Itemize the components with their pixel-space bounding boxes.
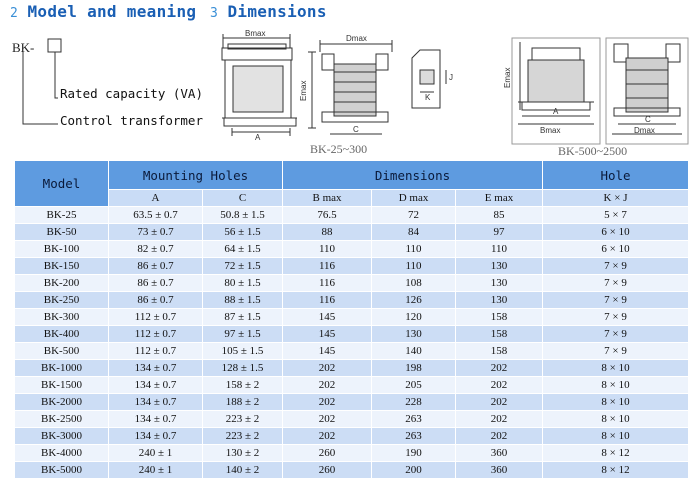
cell-model: BK-200 — [15, 275, 109, 292]
section-title: Model and meaning — [27, 2, 197, 21]
table-row — [15, 343, 689, 360]
table-row — [15, 462, 689, 479]
cell-a: 134 ± 0.7 — [109, 360, 203, 377]
table-row — [15, 207, 689, 224]
side-view-drawing — [308, 40, 392, 134]
cell-model: BK-100 — [15, 241, 109, 258]
cell-k-j: 7 × 9 — [543, 343, 689, 360]
rated-capacity-label: Rated capacity (VA) — [60, 86, 203, 101]
cell-model: BK-2500 — [15, 411, 109, 428]
cell-c: 130 ± 2 — [203, 445, 283, 462]
cell-c: 87 ± 1.5 — [203, 309, 283, 326]
cell-k-j: 8 × 10 — [543, 360, 689, 377]
cell-model: BK-150 — [15, 258, 109, 275]
cell-a: 240 ± 1 — [109, 445, 203, 462]
cell-b-max: 88 — [283, 224, 372, 241]
cell-d-max: 130 — [372, 326, 456, 343]
rated-leader — [55, 52, 58, 98]
cell-b-max: 202 — [283, 428, 372, 445]
cell-a: 134 ± 0.7 — [109, 428, 203, 445]
model-code: BK- — [12, 40, 35, 55]
cell-k-j: 7 × 9 — [543, 309, 689, 326]
cell-b-max: 260 — [283, 462, 372, 479]
cell-a: 73 ± 0.7 — [109, 224, 203, 241]
cell-d-max: 110 — [372, 258, 456, 275]
cell-k-j: 7 × 9 — [543, 292, 689, 309]
cell-a: 112 ± 0.7 — [109, 343, 203, 360]
cell-b-max: 260 — [283, 445, 372, 462]
cell-d-max: 190 — [372, 445, 456, 462]
table-row — [15, 445, 689, 462]
cell-a: 134 ± 0.7 — [109, 394, 203, 411]
cell-d-max: 110 — [372, 241, 456, 258]
cell-a: 86 ± 0.7 — [109, 292, 203, 309]
dmax-label: Dmax — [346, 34, 367, 43]
control-transformer-label: Control transformer — [60, 113, 203, 128]
cell-b-max: 202 — [283, 411, 372, 428]
c-label-large: C — [645, 115, 651, 124]
col-c: C — [203, 190, 283, 207]
cell-b-max: 76.5 — [283, 207, 372, 224]
cell-c: 105 ± 1.5 — [203, 343, 283, 360]
cell-k-j: 8 × 12 — [543, 462, 689, 479]
cell-e-max: 110 — [456, 241, 543, 258]
col-group-dimensions: Dimensions — [283, 161, 543, 190]
section-number: 2 — [10, 6, 18, 21]
cell-d-max: 140 — [372, 343, 456, 360]
cell-a: 86 ± 0.7 — [109, 258, 203, 275]
cell-e-max: 202 — [456, 411, 543, 428]
cell-k-j: 8 × 10 — [543, 428, 689, 445]
cell-k-j: 8 × 12 — [543, 445, 689, 462]
cell-e-max: 130 — [456, 275, 543, 292]
emax-label: Emax — [299, 80, 308, 101]
cell-b-max: 145 — [283, 343, 372, 360]
cell-d-max: 198 — [372, 360, 456, 377]
cell-b-max: 116 — [283, 292, 372, 309]
cell-b-max: 145 — [283, 309, 372, 326]
cell-d-max: 108 — [372, 275, 456, 292]
cell-c: 50.8 ± 1.5 — [203, 207, 283, 224]
table-subheader-row — [15, 190, 689, 207]
cell-c: 88 ± 1.5 — [203, 292, 283, 309]
cell-c: 140 ± 2 — [203, 462, 283, 479]
cell-c: 158 ± 2 — [203, 377, 283, 394]
cell-c: 56 ± 1.5 — [203, 224, 283, 241]
a-label: A — [255, 133, 261, 142]
table-row — [15, 326, 689, 343]
cell-b-max: 145 — [283, 326, 372, 343]
table-row — [15, 360, 689, 377]
cell-model: BK-2000 — [15, 394, 109, 411]
a-label-large: A — [553, 107, 559, 116]
cell-model: BK-5000 — [15, 462, 109, 479]
cell-e-max: 97 — [456, 224, 543, 241]
cell-c: 223 ± 2 — [203, 411, 283, 428]
cell-c: 72 ± 1.5 — [203, 258, 283, 275]
table-row — [15, 275, 689, 292]
table-row — [15, 258, 689, 275]
table-body — [15, 207, 689, 479]
cell-d-max: 263 — [372, 428, 456, 445]
cell-c: 64 ± 1.5 — [203, 241, 283, 258]
table-row — [15, 309, 689, 326]
cell-a: 112 ± 0.7 — [109, 326, 203, 343]
cell-model: BK-1000 — [15, 360, 109, 377]
model-code-box — [48, 39, 61, 52]
cell-k-j: 8 × 10 — [543, 377, 689, 394]
control-leader — [23, 52, 58, 124]
cell-e-max: 158 — [456, 309, 543, 326]
bmax-label: Bmax — [245, 29, 266, 38]
cell-k-j: 5 × 7 — [543, 207, 689, 224]
table-row — [15, 292, 689, 309]
section-title: Dimensions — [227, 2, 327, 21]
col-model: Model — [15, 161, 109, 207]
small-drawing-caption: BK-25~300 — [310, 142, 368, 156]
table-row — [15, 241, 689, 258]
table-header-row — [15, 161, 689, 190]
table-row — [15, 394, 689, 411]
cell-k-j: 6 × 10 — [543, 224, 689, 241]
cell-e-max: 202 — [456, 377, 543, 394]
cell-k-j: 7 × 9 — [543, 275, 689, 292]
cell-d-max: 72 — [372, 207, 456, 224]
j-label: J — [449, 73, 453, 82]
cell-model: BK-300 — [15, 309, 109, 326]
cell-c: 80 ± 1.5 — [203, 275, 283, 292]
cell-e-max: 158 — [456, 326, 543, 343]
cell-d-max: 126 — [372, 292, 456, 309]
c-label: C — [353, 125, 359, 134]
k-label: K — [425, 93, 431, 102]
cell-e-max: 85 — [456, 207, 543, 224]
cell-e-max: 202 — [456, 360, 543, 377]
col-d-max: D max — [372, 190, 456, 207]
col-group-mounting: Mounting Holes — [109, 161, 283, 190]
cell-e-max: 202 — [456, 428, 543, 445]
cell-b-max: 202 — [283, 394, 372, 411]
large-drawing-caption: BK-500~2500 — [558, 144, 628, 158]
cell-e-max: 202 — [456, 394, 543, 411]
cell-a: 82 ± 0.7 — [109, 241, 203, 258]
cell-e-max: 130 — [456, 292, 543, 309]
cell-b-max: 116 — [283, 258, 372, 275]
table-row — [15, 428, 689, 445]
front-view-drawing — [222, 34, 297, 136]
bmax-label-large: Bmax — [540, 126, 561, 135]
cell-d-max: 228 — [372, 394, 456, 411]
drawings-svg — [0, 0, 696, 160]
cell-d-max: 84 — [372, 224, 456, 241]
cell-b-max: 116 — [283, 275, 372, 292]
cell-c: 128 ± 1.5 — [203, 360, 283, 377]
cell-k-j: 6 × 10 — [543, 241, 689, 258]
col-group-hole: Hole — [543, 161, 689, 190]
table-row — [15, 411, 689, 428]
col-k-j: K × J — [543, 190, 689, 207]
cell-k-j: 8 × 10 — [543, 411, 689, 428]
cell-k-j: 7 × 9 — [543, 258, 689, 275]
cell-e-max: 130 — [456, 258, 543, 275]
cell-model: BK-4000 — [15, 445, 109, 462]
cell-k-j: 7 × 9 — [543, 326, 689, 343]
cell-model: BK-1500 — [15, 377, 109, 394]
cell-a: 86 ± 0.7 — [109, 275, 203, 292]
cell-a: 63.5 ± 0.7 — [109, 207, 203, 224]
cell-d-max: 263 — [372, 411, 456, 428]
cell-c: 223 ± 2 — [203, 428, 283, 445]
cell-model: BK-250 — [15, 292, 109, 309]
cell-k-j: 8 × 10 — [543, 394, 689, 411]
cell-a: 240 ± 1 — [109, 462, 203, 479]
cell-model: BK-500 — [15, 343, 109, 360]
cell-a: 112 ± 0.7 — [109, 309, 203, 326]
table-row — [15, 377, 689, 394]
col-b-max: B max — [283, 190, 372, 207]
cell-model: BK-50 — [15, 224, 109, 241]
cell-d-max: 200 — [372, 462, 456, 479]
cell-a: 134 ± 0.7 — [109, 411, 203, 428]
table-row — [15, 224, 689, 241]
cell-e-max: 360 — [456, 445, 543, 462]
cell-c: 97 ± 1.5 — [203, 326, 283, 343]
cell-b-max: 202 — [283, 377, 372, 394]
spec-table — [14, 160, 689, 479]
col-e-max: E max — [456, 190, 543, 207]
cell-b-max: 110 — [283, 241, 372, 258]
cell-c: 188 ± 2 — [203, 394, 283, 411]
col-a: A — [109, 190, 203, 207]
cell-e-max: 360 — [456, 462, 543, 479]
dmax-label-large: Dmax — [634, 126, 655, 135]
cell-e-max: 158 — [456, 343, 543, 360]
cell-b-max: 202 — [283, 360, 372, 377]
cell-d-max: 120 — [372, 309, 456, 326]
cell-model: BK-25 — [15, 207, 109, 224]
cell-d-max: 205 — [372, 377, 456, 394]
section-number: 3 — [210, 6, 218, 21]
cell-model: BK-3000 — [15, 428, 109, 445]
cell-model: BK-400 — [15, 326, 109, 343]
cell-a: 134 ± 0.7 — [109, 377, 203, 394]
emax-label-large: Emax — [503, 67, 512, 88]
